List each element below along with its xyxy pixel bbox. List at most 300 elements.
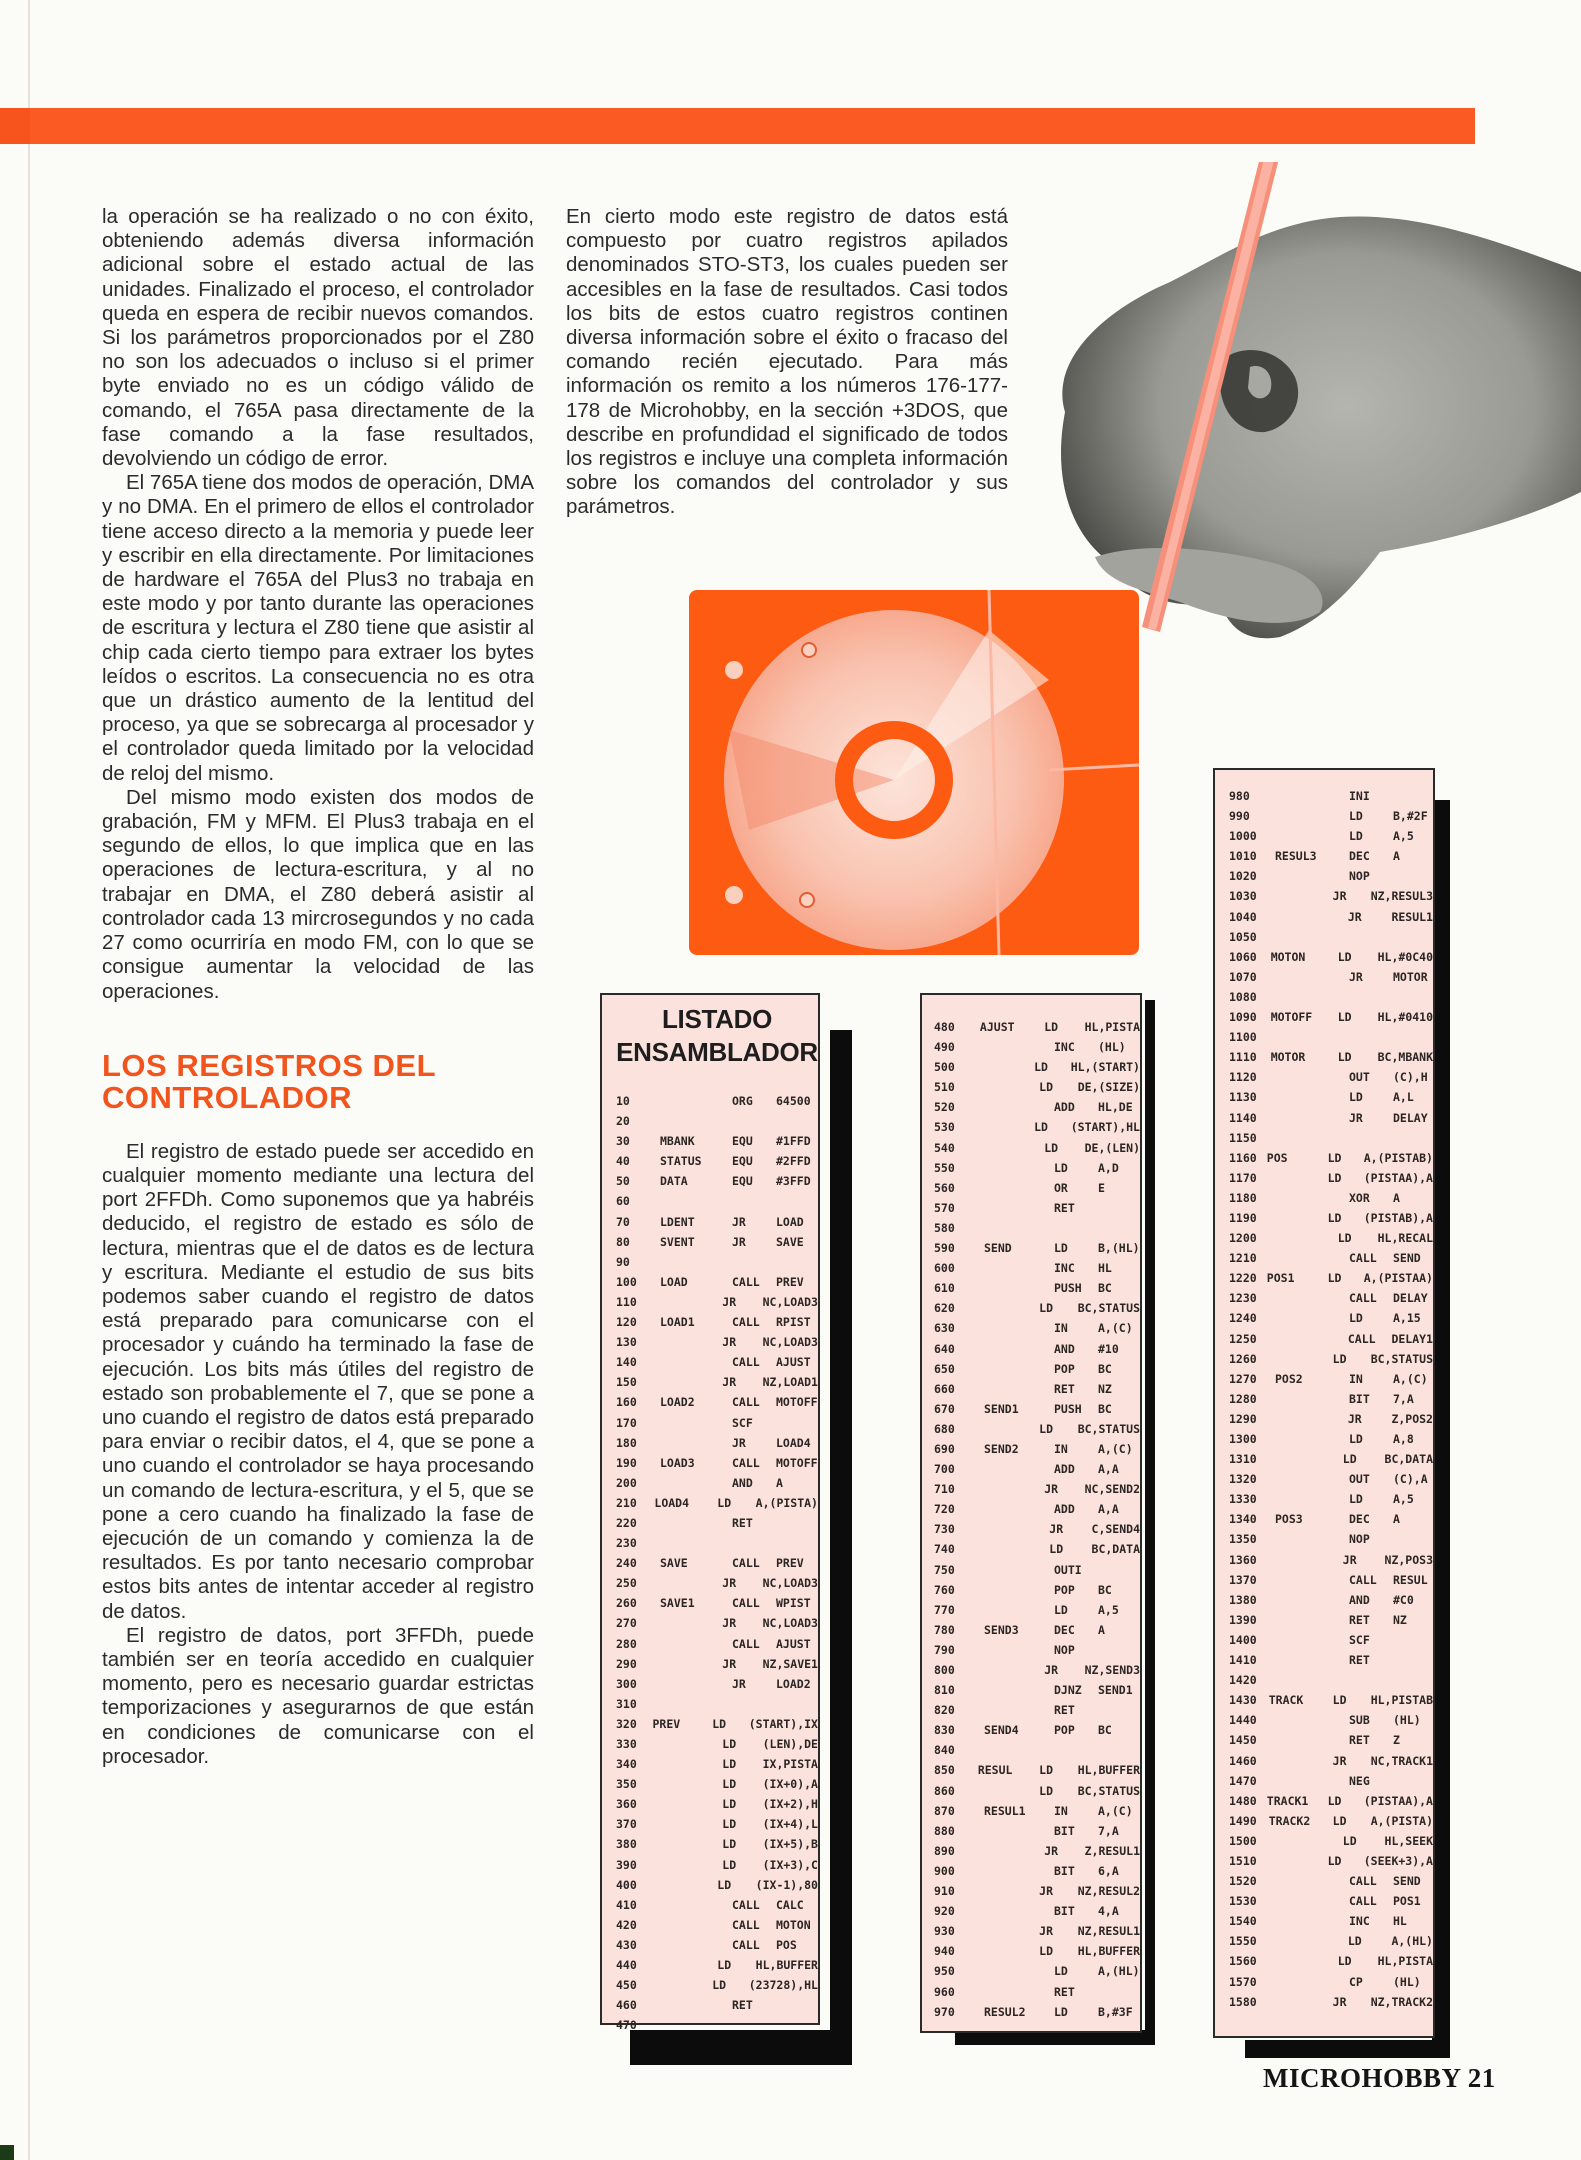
line-number: 370 bbox=[616, 1817, 637, 1832]
label bbox=[984, 1982, 1054, 2002]
opcode: CALL bbox=[1349, 1894, 1377, 1909]
listing-line bbox=[1229, 1228, 1433, 1248]
listing-line bbox=[1229, 1429, 1433, 1449]
listing-shadow bbox=[1145, 1000, 1155, 2045]
listing-line bbox=[934, 1519, 1140, 1539]
listing-line bbox=[934, 1479, 1140, 1499]
listing-line bbox=[616, 1634, 818, 1654]
opcode: RET bbox=[732, 1515, 753, 1530]
label bbox=[660, 1513, 732, 1533]
opcode: LD bbox=[717, 1495, 732, 1510]
opcode bbox=[732, 1191, 776, 1211]
opcode: LD bbox=[1034, 1120, 1048, 1135]
listing-line bbox=[1229, 1831, 1433, 1851]
label: SEND bbox=[984, 1241, 1012, 1256]
label: MOTON bbox=[1270, 949, 1306, 964]
label: PREV bbox=[652, 1716, 681, 1731]
label bbox=[984, 1700, 1054, 1720]
opcode: POP bbox=[1054, 1361, 1075, 1376]
opcode: LD bbox=[1327, 1150, 1342, 1165]
operand: NZ,RESUL1 bbox=[1077, 1924, 1140, 1939]
opcode: IN bbox=[1054, 1321, 1068, 1336]
listing-line bbox=[934, 1057, 1140, 1077]
listing-title-line2: ENSAMBLADOR bbox=[616, 1037, 818, 1067]
line-number: 1280 bbox=[1229, 1391, 1257, 1406]
operand: A,(PISTA) bbox=[755, 1495, 818, 1510]
label bbox=[1269, 1992, 1333, 2012]
operand: HL,PISTA bbox=[1084, 1020, 1140, 1034]
operand: SAVE bbox=[776, 1234, 804, 1249]
listing-line bbox=[616, 1774, 818, 1794]
line-number: 970 bbox=[934, 2004, 955, 2019]
label: RESUL bbox=[977, 1763, 1013, 1778]
line-number: 770 bbox=[934, 1602, 955, 1617]
line-number: 1390 bbox=[1229, 1612, 1257, 1627]
listing-line bbox=[934, 1359, 1140, 1379]
opcode: JR bbox=[1347, 1411, 1362, 1426]
line-number: 800 bbox=[934, 1663, 955, 1677]
opcode: JR bbox=[1044, 1482, 1059, 1497]
label: LOAD1 bbox=[660, 1315, 695, 1330]
line-number: 780 bbox=[934, 1622, 955, 1637]
listing-line bbox=[616, 1895, 818, 1915]
label bbox=[1275, 1771, 1349, 1791]
listing-line bbox=[616, 1915, 818, 1935]
line-number: 210 bbox=[616, 1495, 637, 1510]
line-number: 590 bbox=[934, 1241, 955, 1256]
listing-line bbox=[616, 1513, 818, 1533]
operand: BC,DATA bbox=[1384, 1452, 1433, 1467]
opcode: IN bbox=[1054, 1441, 1068, 1456]
label bbox=[1273, 1449, 1343, 1469]
line-number: 860 bbox=[934, 1783, 955, 1798]
label bbox=[656, 1754, 722, 1774]
line-number: 540 bbox=[934, 1140, 955, 1155]
line-number: 930 bbox=[934, 1924, 955, 1939]
label bbox=[1275, 1409, 1348, 1429]
operand: POS bbox=[776, 1937, 797, 1952]
line-number: 270 bbox=[616, 1616, 637, 1631]
line-number: 600 bbox=[934, 1261, 955, 1276]
label bbox=[656, 1613, 722, 1633]
hand-pen-illustration bbox=[1020, 162, 1581, 662]
label bbox=[984, 1680, 1054, 1700]
line-number: 50 bbox=[616, 1174, 630, 1189]
line-number: 110 bbox=[616, 1294, 637, 1309]
opcode: CALL bbox=[732, 1274, 760, 1289]
magazine-name: MICROHOBBY bbox=[1263, 2063, 1461, 2093]
line-number: 20 bbox=[616, 1114, 630, 1129]
listing-line bbox=[616, 1834, 818, 1854]
line-number: 500 bbox=[934, 1060, 955, 1075]
operand: LOAD2 bbox=[776, 1676, 811, 1691]
label bbox=[984, 1318, 1054, 1338]
line-number: 280 bbox=[616, 1636, 637, 1651]
operand bbox=[776, 1413, 818, 1433]
listing-line bbox=[616, 1654, 818, 1674]
listing-line bbox=[1229, 1248, 1433, 1268]
opcode: CALL bbox=[732, 1636, 760, 1651]
listing-line bbox=[934, 1077, 1140, 1097]
line-number: 1070 bbox=[1229, 969, 1257, 984]
line-number: 560 bbox=[934, 1180, 955, 1195]
operand: HL bbox=[1393, 1914, 1407, 1929]
listing-line bbox=[934, 1399, 1140, 1419]
operand: BC,STATUS bbox=[1077, 1783, 1140, 1798]
line-number: 670 bbox=[934, 1401, 955, 1416]
label bbox=[1275, 1429, 1349, 1449]
listing-line bbox=[934, 1841, 1140, 1861]
listing-line bbox=[934, 1680, 1140, 1700]
line-number: 1190 bbox=[1229, 1210, 1257, 1225]
operand: (C),A bbox=[1393, 1472, 1428, 1487]
line-number: 250 bbox=[616, 1576, 637, 1591]
opcode: DEC bbox=[1349, 849, 1370, 864]
label: POS bbox=[1266, 1150, 1288, 1165]
operand bbox=[1098, 1740, 1140, 1760]
operand: SEND1 bbox=[1098, 1683, 1133, 1698]
listing-line bbox=[934, 1278, 1140, 1298]
line-number: 1210 bbox=[1229, 1251, 1257, 1266]
operand bbox=[1098, 1198, 1140, 1218]
line-number: 660 bbox=[934, 1381, 955, 1396]
line-number: 1000 bbox=[1229, 829, 1257, 844]
opcode: BIT bbox=[1054, 1823, 1075, 1838]
line-number: 220 bbox=[616, 1515, 637, 1530]
line-number: 350 bbox=[616, 1777, 637, 1792]
operand: Z bbox=[1393, 1733, 1400, 1748]
article-left-column bbox=[102, 205, 534, 1769]
line-number: 1200 bbox=[1229, 1231, 1257, 1246]
line-number: 130 bbox=[616, 1335, 637, 1350]
listing-line bbox=[616, 1814, 818, 1834]
label bbox=[1275, 1389, 1349, 1409]
opcode: LD bbox=[1349, 829, 1363, 844]
operand bbox=[1393, 927, 1433, 947]
listing-line bbox=[1229, 1630, 1433, 1650]
label bbox=[656, 1372, 722, 1392]
opcode: LD bbox=[1039, 1783, 1053, 1798]
operand: A,(C) bbox=[1098, 1321, 1133, 1336]
opcode: EQU bbox=[732, 1154, 753, 1169]
label bbox=[1275, 1570, 1349, 1590]
operand: RESUL1 bbox=[1391, 909, 1433, 924]
line-number: 920 bbox=[934, 1904, 955, 1919]
label bbox=[1275, 1650, 1349, 1670]
label bbox=[660, 1895, 732, 1915]
label bbox=[980, 1138, 1044, 1158]
opcode: EQU bbox=[732, 1134, 753, 1149]
listing-line bbox=[1229, 1208, 1433, 1228]
listing-line bbox=[616, 1453, 818, 1473]
opcode bbox=[1054, 1218, 1098, 1238]
line-number: 360 bbox=[616, 1797, 637, 1812]
listing-line bbox=[616, 1955, 818, 1975]
label bbox=[1267, 1208, 1328, 1228]
opcode: LD bbox=[1332, 1693, 1347, 1708]
line-number: 1290 bbox=[1229, 1411, 1257, 1426]
assembler-listing-part2 bbox=[920, 993, 1142, 2033]
listing-line bbox=[616, 1975, 818, 1995]
line-number: 140 bbox=[616, 1355, 637, 1370]
operand: DELAY bbox=[1393, 1291, 1428, 1306]
line-number: 740 bbox=[934, 1542, 955, 1557]
operand: WPIST bbox=[776, 1596, 811, 1611]
label bbox=[984, 1821, 1054, 1841]
line-number: 1160 bbox=[1229, 1150, 1257, 1165]
line-number: 1140 bbox=[1229, 1110, 1257, 1125]
opcode: LD bbox=[722, 1857, 737, 1872]
operand: HL,DE bbox=[1098, 1100, 1133, 1115]
listing-line bbox=[934, 1379, 1140, 1399]
operand bbox=[776, 1111, 818, 1131]
line-number: 460 bbox=[616, 1998, 637, 2013]
line-number: 1400 bbox=[1229, 1632, 1257, 1647]
label bbox=[984, 1740, 1054, 1760]
operand: BC bbox=[1098, 1723, 1112, 1738]
label bbox=[1275, 1871, 1349, 1891]
operand bbox=[1393, 1027, 1433, 1047]
opcode: LD bbox=[1327, 1853, 1342, 1868]
opcode: CALL bbox=[732, 1455, 760, 1470]
line-number: 410 bbox=[616, 1897, 637, 1912]
listing-line bbox=[616, 1553, 818, 1573]
opcode: DJNZ bbox=[1054, 1683, 1082, 1698]
opcode: INI bbox=[1349, 789, 1370, 803]
operand bbox=[776, 2015, 818, 2035]
opcode: JR bbox=[722, 1616, 737, 1631]
line-number: 1440 bbox=[1229, 1713, 1257, 1728]
listing-line bbox=[1229, 1409, 1433, 1429]
operand: AJUST bbox=[776, 1355, 811, 1370]
opcode: RET bbox=[1349, 1733, 1370, 1748]
label bbox=[660, 1533, 732, 1553]
opcode: SCF bbox=[732, 1415, 753, 1430]
label: SEND4 bbox=[984, 1723, 1019, 1738]
operand: LOAD bbox=[776, 1214, 804, 1229]
listing-line bbox=[616, 1935, 818, 1955]
opcode: CALL bbox=[1349, 1874, 1377, 1889]
opcode: JR bbox=[732, 1214, 746, 1229]
label bbox=[656, 1292, 722, 1312]
label bbox=[984, 1580, 1054, 1600]
listing-line bbox=[1229, 907, 1433, 927]
label bbox=[984, 1861, 1054, 1881]
opcode: LD bbox=[1349, 1090, 1363, 1105]
listing-line bbox=[616, 1131, 818, 1151]
operand: (IX-1),80 bbox=[755, 1877, 818, 1892]
opcode: CALL bbox=[732, 1556, 760, 1571]
listing-line bbox=[1229, 1529, 1433, 1549]
opcode: NOP bbox=[1349, 1532, 1370, 1547]
label bbox=[984, 1359, 1054, 1379]
operand: #3FFD bbox=[776, 1174, 811, 1189]
operand bbox=[1393, 987, 1433, 1007]
label: POS3 bbox=[1275, 1512, 1303, 1527]
operand bbox=[776, 1191, 818, 1211]
listing-line bbox=[1229, 1469, 1433, 1489]
operand: A,(HL) bbox=[1391, 1934, 1433, 1949]
opcode: RET bbox=[1054, 1200, 1075, 1215]
operand: MOTOFF bbox=[776, 1455, 818, 1470]
opcode: LD bbox=[1039, 1080, 1053, 1095]
operand: HL,SEEK bbox=[1384, 1833, 1433, 1848]
opcode: RET bbox=[1054, 1984, 1075, 1999]
listing-line bbox=[616, 1694, 818, 1714]
label bbox=[1275, 1972, 1349, 1992]
operand: HL,RECAL bbox=[1377, 1231, 1434, 1246]
listing-line bbox=[1229, 1871, 1433, 1891]
operand: A,D bbox=[1098, 1160, 1119, 1175]
line-number: 1060 bbox=[1229, 949, 1257, 964]
article-middle-column bbox=[566, 205, 1008, 520]
operand: 4,A bbox=[1098, 1904, 1119, 1919]
listing-line bbox=[934, 1760, 1140, 1780]
label bbox=[656, 1855, 722, 1875]
operand bbox=[776, 1252, 818, 1272]
operand: A,(PISTAA) bbox=[1363, 1271, 1433, 1286]
listing-line bbox=[1229, 1329, 1433, 1349]
opcode: JR bbox=[722, 1656, 737, 1671]
listing-line bbox=[934, 2002, 1140, 2022]
operand: SEND bbox=[1393, 1874, 1421, 1889]
listing-line bbox=[616, 1292, 818, 1312]
line-number: 1180 bbox=[1229, 1190, 1257, 1205]
line-number: 520 bbox=[934, 1100, 955, 1115]
operand: NZ,SAVE1 bbox=[762, 1656, 818, 1671]
opcode: LD bbox=[1342, 1452, 1357, 1467]
line-number: 430 bbox=[616, 1937, 637, 1952]
operand: E bbox=[1098, 1180, 1105, 1195]
operand: A,(C) bbox=[1393, 1371, 1428, 1386]
line-number: 1270 bbox=[1229, 1371, 1257, 1386]
listing-line bbox=[1229, 786, 1433, 806]
opcode: JR bbox=[732, 1676, 746, 1691]
opcode: LD bbox=[1327, 1210, 1342, 1225]
operand: SEND bbox=[1393, 1251, 1421, 1266]
operand: BC bbox=[1098, 1281, 1112, 1296]
operand bbox=[1393, 1529, 1433, 1549]
listing-line bbox=[616, 1473, 818, 1493]
operand: (HL) bbox=[1393, 1713, 1421, 1728]
label: SEND1 bbox=[984, 1401, 1019, 1416]
operand bbox=[1393, 1650, 1433, 1670]
operand: DELAY1 bbox=[1391, 1331, 1433, 1346]
opcode: RET bbox=[1054, 1703, 1075, 1718]
opcode: LD bbox=[1054, 1241, 1068, 1256]
line-number: 760 bbox=[934, 1582, 955, 1597]
listing-line bbox=[1229, 1710, 1433, 1730]
label bbox=[984, 1459, 1054, 1479]
opcode: JR bbox=[1332, 1753, 1347, 1768]
listing-line bbox=[616, 2015, 818, 2035]
listing-shadow bbox=[1245, 2040, 1450, 2058]
line-number: 1050 bbox=[1229, 929, 1257, 944]
listing-line bbox=[616, 1392, 818, 1412]
label bbox=[978, 1921, 1039, 1941]
listing-line bbox=[1229, 866, 1433, 886]
listing-line bbox=[616, 1212, 818, 1232]
opcode: LD bbox=[712, 1716, 727, 1731]
listing-line bbox=[1229, 1308, 1433, 1328]
line-number: 830 bbox=[934, 1723, 955, 1738]
operand: NC,LOAD3 bbox=[762, 1335, 818, 1350]
opcode: LD bbox=[1337, 1231, 1352, 1246]
operand: MOTOR bbox=[1393, 969, 1428, 984]
opcode: LD bbox=[1054, 2004, 1068, 2019]
listing-line bbox=[1229, 1288, 1433, 1308]
listing-line bbox=[934, 1017, 1140, 1037]
operand: #C0 bbox=[1393, 1592, 1414, 1607]
line-number: 1330 bbox=[1229, 1492, 1257, 1507]
opcode: IN bbox=[1349, 1371, 1363, 1386]
operand: HL,BUFFER bbox=[1077, 1944, 1140, 1959]
opcode: LD bbox=[717, 1877, 732, 1892]
listing-line bbox=[1229, 1690, 1433, 1710]
listing-line bbox=[616, 1593, 818, 1613]
line-number: 1170 bbox=[1229, 1170, 1257, 1185]
label bbox=[654, 1955, 717, 1975]
opcode: CALL bbox=[1349, 1572, 1377, 1587]
listing-line bbox=[1229, 826, 1433, 846]
operand: NC,TRACK1 bbox=[1370, 1753, 1433, 1768]
label bbox=[984, 1600, 1054, 1620]
opcode: RET bbox=[1349, 1612, 1370, 1627]
listing-line bbox=[934, 1037, 1140, 1057]
operand: RESUL bbox=[1393, 1572, 1428, 1587]
label bbox=[1275, 806, 1349, 826]
label: LOAD2 bbox=[660, 1395, 695, 1410]
opcode: OR bbox=[1054, 1180, 1068, 1195]
operand: NC,LOAD3 bbox=[762, 1576, 818, 1591]
line-number: 480 bbox=[934, 1020, 955, 1034]
operand: HL,#0C40 bbox=[1377, 949, 1434, 964]
listing-shadow bbox=[830, 1030, 852, 2065]
operand bbox=[1393, 1128, 1433, 1148]
label bbox=[660, 1413, 732, 1433]
line-number: 890 bbox=[934, 1843, 955, 1858]
operand: C,SEND4 bbox=[1091, 1522, 1140, 1537]
label: TRACK1 bbox=[1266, 1793, 1309, 1808]
listing-line bbox=[934, 1459, 1140, 1479]
label bbox=[660, 1694, 732, 1714]
label bbox=[978, 1077, 1039, 1097]
label bbox=[1275, 866, 1349, 886]
line-number: 620 bbox=[934, 1301, 955, 1316]
operand: B,#2F bbox=[1393, 809, 1428, 824]
section-heading: LOS REGISTROS DEL CONTROLADOR bbox=[102, 1047, 436, 1115]
paragraph: El registro de estado puede ser accedido en cualquier momento mediante una lectura del port 2FFDh. Como suponemos que ya habréis deducido, el registro de estado es sólo de lectura, mientras que el de datos es de lectura y escritura. Mediante el estudio de sus bits podemos saber cuando el registro de datos está preparado para comunicarse con el procesador y cuándo ha terminado la fase de ejecución. Los bits más útiles del registro de estado son probablemente el 7, que se pone a uno cuando el registro de datos está preparado para enviar o recibir datos, el 4, que se pone a uno cuando el controlador se haya procesando un comando de lectura-escritura, y el 5, que se pone a cero cuando ha finalizado la fase de ejecución de un comando y comienza la de resultados. Es por tanto necesario comprobar estos bits antes de intentar acceder al registro de datos. bbox=[102, 1139, 534, 1623]
listing-line bbox=[616, 1533, 818, 1553]
listing-line bbox=[1229, 1891, 1433, 1911]
opcode: INC bbox=[1054, 1040, 1075, 1055]
operand: A,15 bbox=[1393, 1311, 1421, 1326]
listing-line bbox=[934, 1861, 1140, 1881]
listing-line bbox=[1229, 1128, 1433, 1148]
operand: A,L bbox=[1393, 1090, 1414, 1105]
listing-line bbox=[1229, 1771, 1433, 1791]
operand: A bbox=[776, 1475, 783, 1490]
listing-line bbox=[616, 1674, 818, 1694]
operand: IX,PISTA bbox=[762, 1757, 818, 1772]
operand: (START),HL bbox=[1070, 1120, 1140, 1135]
opcode: LD bbox=[717, 1958, 732, 1973]
line-number: 1320 bbox=[1229, 1472, 1257, 1487]
label bbox=[1275, 786, 1349, 806]
opcode: LD bbox=[1349, 1311, 1363, 1326]
operand: BC,MBANK bbox=[1377, 1050, 1434, 1065]
label bbox=[656, 1734, 722, 1754]
